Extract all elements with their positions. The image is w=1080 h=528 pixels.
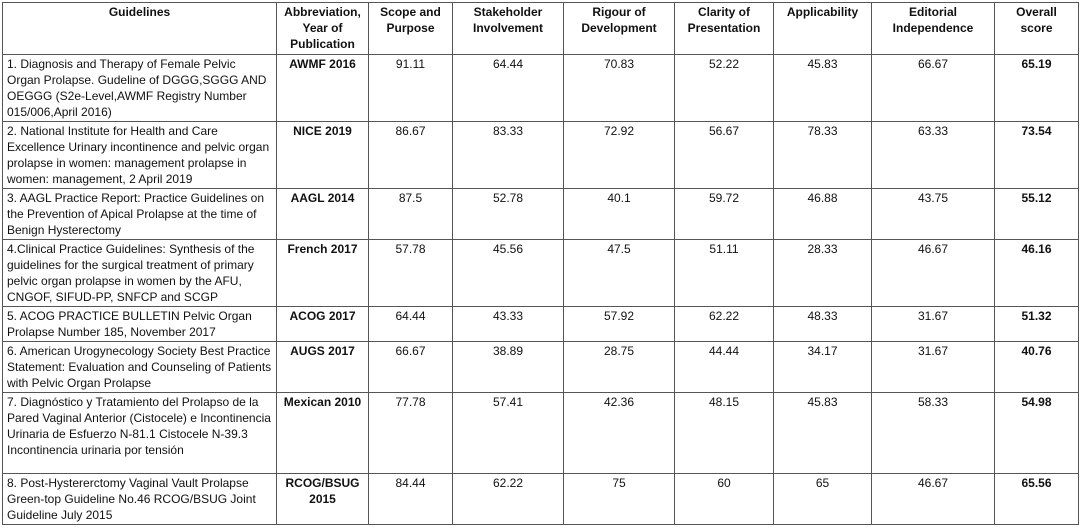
overall-cell: 54.98	[995, 393, 1079, 474]
scope-cell: 77.78	[369, 393, 453, 474]
header-row	[3, 3, 1079, 55]
abbreviation-cell: ACOG 2017	[277, 307, 369, 342]
stakeholder-cell: 57.41	[453, 393, 564, 474]
abbreviation-cell: AWMF 2016	[277, 55, 369, 122]
guidelines-table	[2, 2, 1079, 525]
stakeholder-cell: 43.33	[453, 307, 564, 342]
applicability-cell: 34.17	[774, 342, 872, 393]
rigour-cell: 28.75	[564, 342, 675, 393]
header-stakeholder: Stakeholder Involvement	[453, 3, 564, 55]
header-applicability: Applicability	[774, 3, 872, 55]
header-abbreviation: Abbreviation, Year of Publication	[277, 3, 369, 55]
clarity-cell: 62.22	[675, 307, 774, 342]
applicability-cell: 45.83	[774, 393, 872, 474]
editorial-cell: 63.33	[872, 122, 995, 189]
editorial-cell: 66.67	[872, 55, 995, 122]
rigour-cell: 72.92	[564, 122, 675, 189]
guideline-cell: 7. Diagnóstico y Tratamiento del Prolapso de la Pared Vaginal Anterior (Cistocele) e Incontinencia Urinaria de Esfuerzo N-81.1 Cistocele N-39.3 Incontinencia urinaria por tensión	[3, 393, 277, 474]
clarity-cell: 48.15	[675, 393, 774, 474]
header-rigour: Rigour of Development	[564, 3, 675, 55]
rigour-cell: 75	[564, 474, 675, 525]
editorial-cell: 46.67	[872, 240, 995, 307]
editorial-cell: 31.67	[872, 307, 995, 342]
applicability-cell: 28.33	[774, 240, 872, 307]
overall-cell: 40.76	[995, 342, 1079, 393]
scope-cell: 87.5	[369, 189, 453, 240]
applicability-cell: 45.83	[774, 55, 872, 122]
rigour-cell: 47.5	[564, 240, 675, 307]
header-guidelines: Guidelines	[3, 3, 277, 55]
editorial-cell: 43.75	[872, 189, 995, 240]
abbreviation-cell: AUGS 2017	[277, 342, 369, 393]
clarity-cell: 44.44	[675, 342, 774, 393]
rigour-cell: 57.92	[564, 307, 675, 342]
abbreviation-cell: Mexican 2010	[277, 393, 369, 474]
scope-cell: 91.11	[369, 55, 453, 122]
table-row	[3, 189, 1079, 240]
header-editorial: Editorial Independence	[872, 3, 995, 55]
clarity-cell: 52.22	[675, 55, 774, 122]
table-row	[3, 240, 1079, 307]
abbreviation-cell: French 2017	[277, 240, 369, 307]
overall-cell: 65.56	[995, 474, 1079, 525]
applicability-cell: 78.33	[774, 122, 872, 189]
rigour-cell: 42.36	[564, 393, 675, 474]
editorial-cell: 31.67	[872, 342, 995, 393]
table-row	[3, 122, 1079, 189]
header-overall: Overall score	[995, 3, 1079, 55]
scope-cell: 84.44	[369, 474, 453, 525]
abbreviation-cell: NICE 2019	[277, 122, 369, 189]
applicability-cell: 65	[774, 474, 872, 525]
scope-cell: 66.67	[369, 342, 453, 393]
overall-cell: 51.32	[995, 307, 1079, 342]
rigour-cell: 70.83	[564, 55, 675, 122]
clarity-cell: 59.72	[675, 189, 774, 240]
scope-cell: 57.78	[369, 240, 453, 307]
stakeholder-cell: 45.56	[453, 240, 564, 307]
stakeholder-cell: 38.89	[453, 342, 564, 393]
header-scope: Scope and Purpose	[369, 3, 453, 55]
abbreviation-cell: RCOG/BSUG 2015	[277, 474, 369, 525]
editorial-cell: 58.33	[872, 393, 995, 474]
clarity-cell: 60	[675, 474, 774, 525]
applicability-cell: 46.88	[774, 189, 872, 240]
guideline-cell: 5. ACOG PRACTICE BULLETIN Pelvic Organ Prolapse Number 185, November 2017	[3, 307, 277, 342]
guideline-cell: 3. AAGL Practice Report: Practice Guidelines on the Prevention of Apical Prolapse at the time of Benign Hysterectomy	[3, 189, 277, 240]
guideline-cell: 1. Diagnosis and Therapy of Female Pelvic Organ Prolapse. Gudeline of DGGG,SGGG AND OEGGG (S2e-Level,AWMF Registry Number 015/006,April 2016)	[3, 55, 277, 122]
guideline-cell: 6. American Urogynecology Society Best Practice Statement: Evaluation and Counseling of Patients with Pelvic Organ Prolapse	[3, 342, 277, 393]
overall-cell: 46.16	[995, 240, 1079, 307]
abbreviation-cell: AAGL 2014	[277, 189, 369, 240]
overall-cell: 55.12	[995, 189, 1079, 240]
table-row	[3, 55, 1079, 122]
rigour-cell: 40.1	[564, 189, 675, 240]
guideline-cell: 4.Clinical Practice Guidelines: Synthesis of the guidelines for the surgical treatment of primary pelvic organ prolapse in women by the AFU, CNGOF, SIFUD-PP, SNFCP and SCGP	[3, 240, 277, 307]
stakeholder-cell: 64.44	[453, 55, 564, 122]
table-row	[3, 393, 1079, 474]
stakeholder-cell: 52.78	[453, 189, 564, 240]
clarity-cell: 56.67	[675, 122, 774, 189]
editorial-cell: 46.67	[872, 474, 995, 525]
stakeholder-cell: 62.22	[453, 474, 564, 525]
overall-cell: 65.19	[995, 55, 1079, 122]
guideline-cell: 8. Post-Hystererctomy Vaginal Vault Prolapse Green-top Guideline No.46 RCOG/BSUG Joint Guideline July 2015	[3, 474, 277, 525]
applicability-cell: 48.33	[774, 307, 872, 342]
header-clarity: Clarity of Presentation	[675, 3, 774, 55]
table-row	[3, 342, 1079, 393]
guideline-cell: 2. National Institute for Health and Care Excellence Urinary incontinence and pelvic organ prolapse in women: management prolapse in women: management, 2 April 2019	[3, 122, 277, 189]
table-row	[3, 474, 1079, 525]
scope-cell: 64.44	[369, 307, 453, 342]
stakeholder-cell: 83.33	[453, 122, 564, 189]
clarity-cell: 51.11	[675, 240, 774, 307]
overall-cell: 73.54	[995, 122, 1079, 189]
scope-cell: 86.67	[369, 122, 453, 189]
table-row	[3, 307, 1079, 342]
